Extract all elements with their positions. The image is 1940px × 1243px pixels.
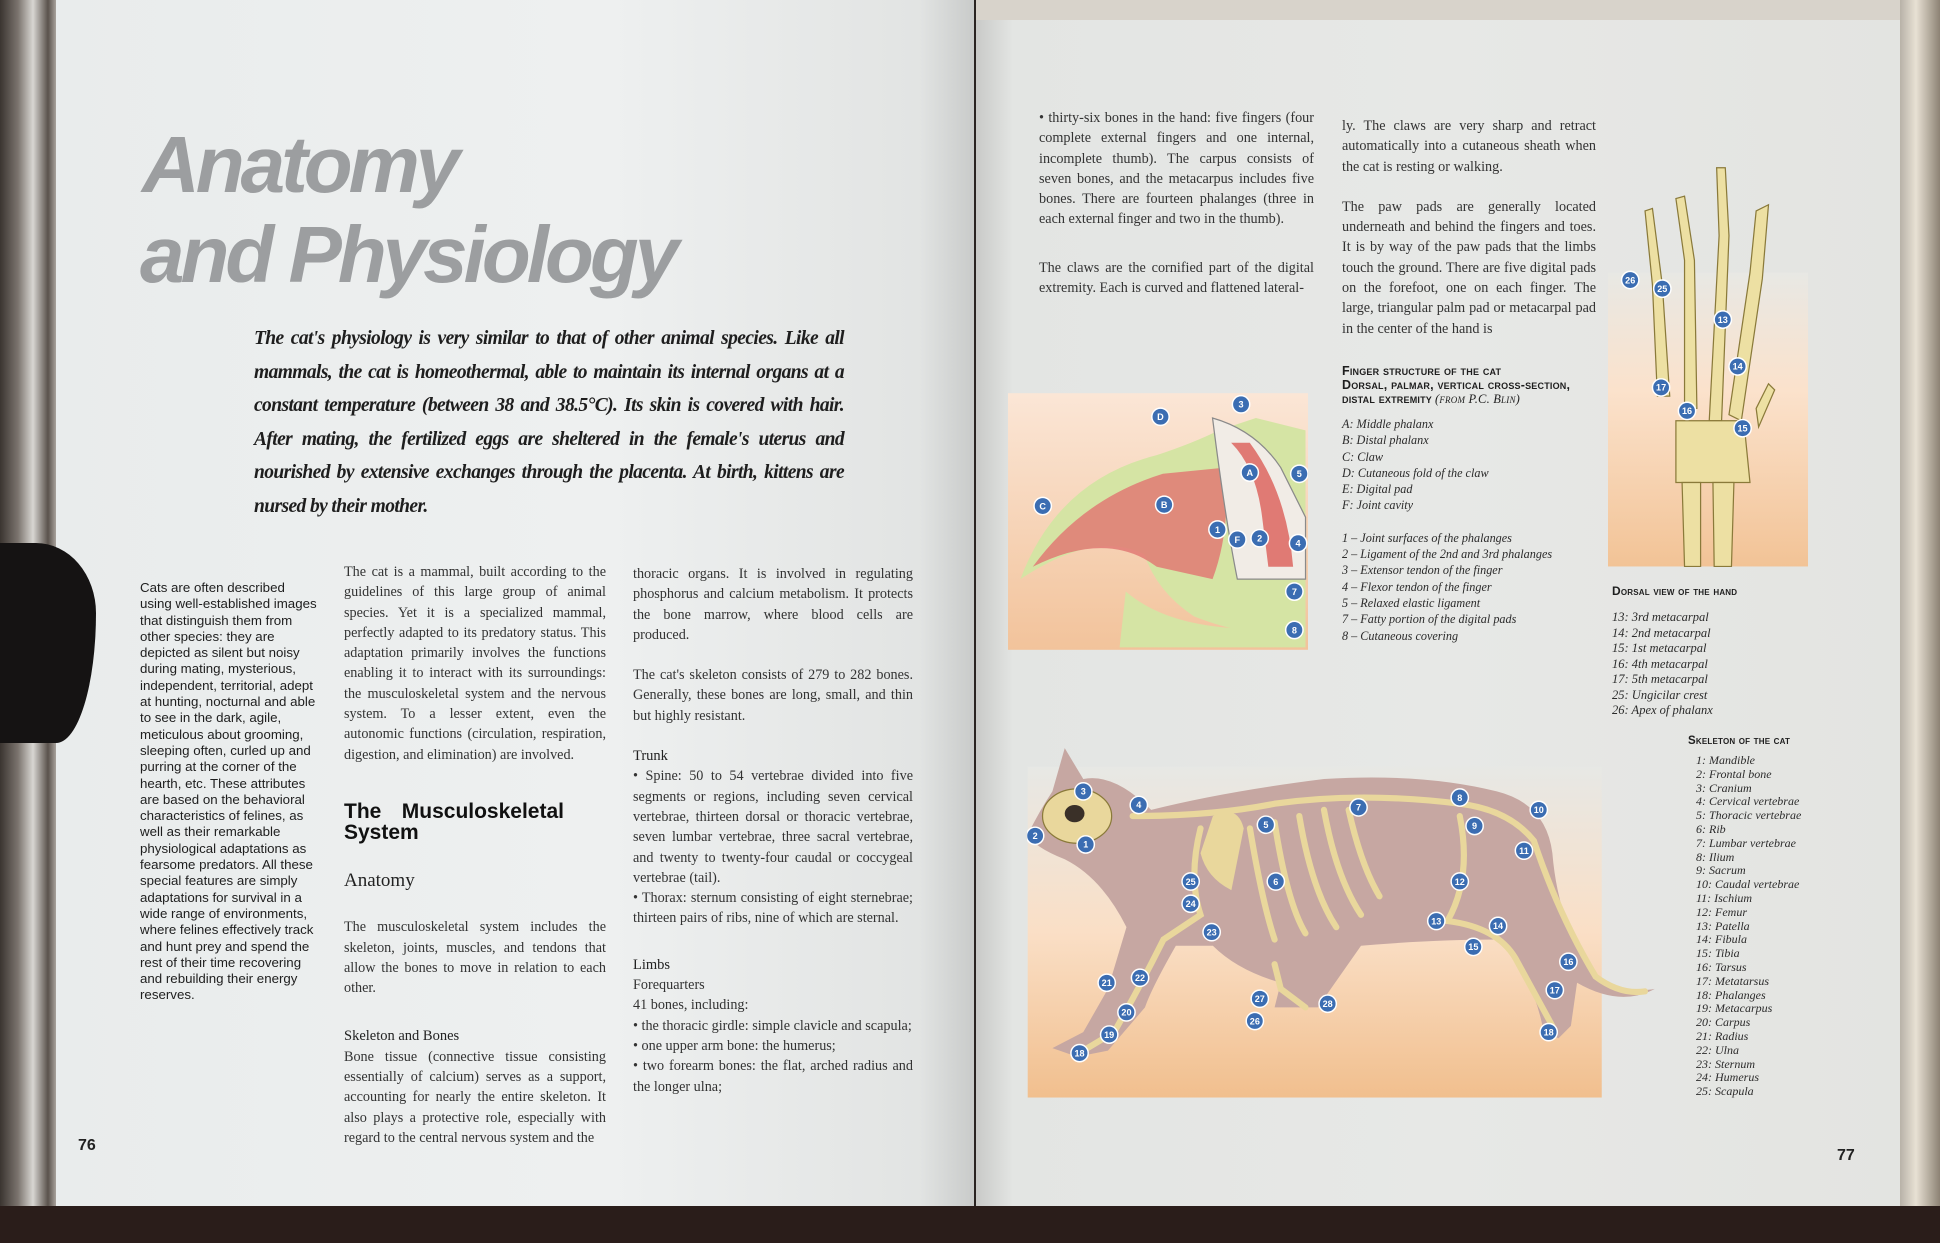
list-item: • two forearm bones: the flat, arched radius and the longer ulna; [633,1058,913,1095]
legend-item: 17: 5th metacarpal [1612,672,1708,686]
marker-label: A [1246,467,1254,478]
marker-label: 17 [1656,382,1667,393]
figure-marker [1465,938,1482,955]
marker-label: 6 [1273,876,1279,887]
legend-item: 14: 2nd metacarpal [1612,625,1711,640]
figure-marker [1714,311,1731,328]
figure-marker [1182,895,1199,912]
legend-item: 3: Cranium [1696,780,1752,795]
marker-label: 15 [1468,942,1479,953]
intro-paragraph: The cat's physiology is very similar to that of other animal species. Like all mammals, the cat is homeothermal, able to maintain its internal organs at a constant temperature (between 38 and 38.5°C). Its skin is covered with hair. After mating, the fertilized eggs are sheltered in the female's uterus and nourished by extensive exchanges through the placenta. At birth, kittens are nursed by their mother. [254,328,844,517]
figure-marker [1152,408,1169,425]
legend-item: 13: Patella [1696,918,1750,933]
figure-marker [1071,1044,1088,1061]
legend-item: 17: Metatarsus [1696,973,1769,988]
marker-label: 14 [1732,361,1743,372]
marker-label: 8 [1291,625,1297,636]
legend-item: F: Joint cavity [1342,498,1414,513]
marker-label: 23 [1206,927,1217,938]
figure-marker [1203,923,1220,940]
marker-label: 4 [1295,538,1301,549]
marker-label: 12 [1454,876,1465,887]
book-right-edge [1900,0,1940,1243]
legend-item: 5 – Relaxed elastic ligament [1342,595,1481,610]
legend-item: 2 – Ligament of the 2nd and 3rd phalanges [1342,547,1553,562]
marker-label: 15 [1737,423,1748,434]
book-top-edge [976,0,1901,20]
legend-item: 4: Cervical vertebrae [1696,794,1800,809]
legend-item: 12: Femur [1696,904,1747,919]
page-number-right: 77 [1837,1147,1855,1164]
marker-label: 7 [1291,586,1297,597]
figure-marker [1291,465,1308,482]
legend-item: A: Middle phalanx [1342,417,1434,431]
legend-item: 25: Scapula [1696,1084,1754,1099]
paragraph: thoracic organs. It is involved in regulating phosphorus and calcium metabolism. It protects the bone marrow, where blood cells are produced. [633,566,913,643]
marker-label: 8 [1457,792,1463,803]
marker-label: 13 [1431,916,1442,927]
marker-label: 1 [1083,839,1089,850]
text-column-1 [344,562,606,1168]
legend-item: 1: Mandible [1696,753,1755,767]
figure-marker [1734,420,1751,437]
figure-marker [1251,990,1268,1007]
marker-label: 26 [1249,1016,1260,1027]
section-label: Trunk [633,748,668,765]
caption-title: Finger structure of the cat [1342,364,1502,378]
legend-item: 8 – Cutaneous covering [1342,628,1459,643]
sidebar-text: Cats are often described using well-established images that distinguish them from other species: they are depicted as silent but noisy during mating, mysterious, independent, territorial, adept at hunting, nocturnal and able to see in the dark, agile, meticulous about grooming, sleeping often, curled up and purring at the corner of the hearth, etc. These attributes are based on the behavioral characteristics of felines, as well as their remarkable physiological adaptations as fearsome predators. All these special features are simply adaptations for survival in a wide range of environments, where felines effectively track and hunt prey and spend the rest of their time recovering and rebuilding their energy reserves. [140,580,317,1003]
marker-label: 3 [1238,399,1244,410]
figure-marker [1729,358,1746,375]
legend-item: 21: Radius [1696,1028,1749,1043]
marker-label: 7 [1356,802,1362,813]
paragraph: • Thorax: sternum consisting of eight sternebrae; thirteen pairs of ribs, nine of which are sternal. [633,890,913,927]
figure-marker [1232,396,1249,413]
paragraph: 41 bones, including: [633,997,749,1014]
figure-marker [1654,280,1671,297]
marker-label: 9 [1472,821,1478,832]
figure-marker [1652,379,1669,396]
marker-label: 4 [1136,800,1142,811]
figure-background [1608,273,1808,567]
figure-marker [1489,917,1506,934]
paragraph: The claws are the cornified part of the digital extremity. Each is curved and flattened lateral- [1039,259,1314,297]
figure-marker [1209,521,1226,538]
marker-label: 3 [1080,786,1086,797]
legend-item: 13: 3rd metacarpal [1612,610,1709,624]
legend-item: 14: Fibula [1696,932,1747,947]
legend-item: 8: Ilium [1696,849,1735,864]
legend-item: 1 – Joint surfaces of the phalanges [1342,530,1512,545]
legend-item: 15: Tibia [1696,946,1740,961]
figure-marker [1267,873,1284,890]
legend-item: E: Digital pad [1342,482,1413,497]
paragraph: Bone tissue (connective tissue consisting essentially of calcium) serves as a support, accounting for nearly the entire skeleton. It also plays a protective role, especially with regard to the central nervous system and the [344,1048,606,1146]
figure-marker [1451,789,1468,806]
figure-marker [1257,816,1274,833]
figure-marker [1319,995,1336,1012]
marker-label: 21 [1101,978,1112,989]
figure-marker [1451,873,1468,890]
marker-label: 22 [1134,973,1146,984]
dorsal-hand-illustration [1608,161,1808,567]
text-column-3 [1039,108,1314,318]
figure-marker [1246,1012,1263,1029]
caption-title: Dorsal view of the hand [1612,584,1738,598]
marker-label: 25 [1657,283,1668,294]
figure-marker [1546,981,1563,998]
section-heading: The Musculoskeletal System [344,799,564,844]
figure-marker [1241,464,1258,481]
legend-item: 6: Rib [1696,821,1726,836]
legend-item: 16: 4th metacarpal [1612,656,1708,671]
figure-marker [1289,535,1306,552]
figure-marker [1350,799,1367,816]
figure-marker [1622,271,1639,288]
claw-cross-section-illustration [1008,393,1308,650]
marker-label: 19 [1104,1029,1115,1040]
marker-label: 28 [1322,998,1333,1009]
marker-label: 2 [1257,533,1263,544]
section-label: Skeleton and Bones [344,1028,460,1045]
legend-item: 7 – Fatty portion of the digital pads [1342,612,1517,627]
figure-marker [1466,817,1483,834]
marker-label: 1 [1214,524,1221,535]
paragraph: The paw pads are generally located underneath and behind the fingers and toes. It is by way of the paw pads that the limbs touch the ground. There are five digital pads on the forefoot, one on each finger. The large, triangular palm pad or metacarpal pad in the center of the hand is [1342,198,1596,337]
marker-label: 2 [1032,831,1038,842]
title-line-1: Anatomy [142,120,457,209]
legend-item: 22: Ulna [1696,1042,1739,1057]
legend-item: 18: Phalanges [1696,987,1766,1002]
legend-item: 5: Thoracic vertebrae [1696,808,1802,823]
legend-item: 11: Ischium [1696,890,1753,905]
skeleton-caption [1688,734,1838,1099]
marker-label: F [1234,534,1241,545]
figure-marker [1530,801,1547,818]
legend-item: 24: Humerus [1696,1070,1759,1085]
marker-label: 5 [1263,819,1269,830]
marker-label: 17 [1549,985,1560,996]
subheading: Anatomy [344,869,415,891]
caption-title: Skeleton of the cat [1688,735,1791,747]
marker-label: 24 [1185,899,1196,910]
marker-label: 11 [1519,845,1529,856]
legend-item: 26: Apex of phalanx [1612,703,1713,717]
legend-item: 16: Tarsus [1696,959,1747,974]
paragraph: • Spine: 50 to 54 vertebrae divided into five segments or regions, including seven cervical vertebrae, thirteen dorsal or thoracic vertebrae, seven lumbar vertebrae, three sacral vertebrae, and twenty to twenty-four caudal or coccygeal vertebrae (tail). [633,768,913,886]
marker-label: 20 [1121,1007,1132,1018]
title-line-2: and Physiology [140,210,676,299]
figure-marker [1560,953,1577,970]
caption-source: (from P.C. Blin) [1435,392,1521,406]
list-item: • one upper arm bone: the humerus; [633,1037,836,1054]
figure-marker [1540,1023,1557,1040]
legend-item: D: Cutaneous fold of the claw [1342,465,1489,480]
marker-label: 14 [1492,921,1504,932]
legend-item: 7: Lumbar vertebrae [1696,835,1796,850]
figure-marker [1286,583,1303,600]
text-column-4 [1342,116,1596,359]
paragraph: The cat's skeleton consists of 279 to 282 bones. Generally, these bones are long, small, and thin but highly resistant. [633,667,913,724]
figure-marker [1075,783,1092,800]
figure-marker [1182,873,1199,890]
marker-label: 10 [1533,805,1544,816]
legend-item: 4 – Flexor tendon of the finger [1342,579,1492,594]
page-title [142,120,675,300]
page-number-left: 76 [78,1137,96,1154]
figure-marker [1131,969,1148,986]
paragraph: ly. The claws are very sharp and retract automatically into a cutaneous sheath when the cat is resting or walking. [1342,118,1596,175]
paragraph: The musculoskeletal system includes the skeleton, joints, muscles, and tendons that allow the bones to move in relation to each other. [344,919,606,997]
marker-label: 16 [1681,406,1693,417]
marker-label: 18 [1543,1027,1554,1038]
legend-item: 25: Ungicilar crest [1612,687,1708,702]
marker-label: 13 [1717,314,1728,325]
figure-marker [1156,496,1173,513]
figure-marker [1251,530,1268,547]
figure-marker [1515,842,1532,859]
marker-label: 5 [1296,469,1302,480]
marker-label: D [1157,412,1164,423]
figure-marker [1118,1004,1135,1021]
legend-item: 15: 1st metacarpal [1612,641,1707,655]
legend-item: 3 – Extensor tendon of the finger [1342,563,1503,578]
marker-label: 25 [1185,876,1196,887]
legend-item: 9: Sacrum [1696,863,1746,878]
figure-marker [1286,621,1303,638]
marker-label: B [1160,500,1168,511]
marker-label: 16 [1563,957,1574,968]
marker-label: 27 [1254,994,1265,1005]
marker-label: C [1039,501,1047,512]
figure-marker [1034,497,1051,514]
cat-skeleton-illustration [1027,742,1658,1100]
marker-label: 18 [1074,1048,1085,1059]
text-column-2 [633,564,913,1097]
figure-marker [1428,912,1445,929]
legend-letters [1342,416,1602,514]
section-label: Limbs [633,956,671,973]
legend-item: C: Claw [1342,449,1383,464]
figure-marker [1130,796,1147,813]
caption-title: Dorsal, palmar, vertical cross-section, [1342,378,1571,392]
legend-item: B: Distal phalanx [1342,433,1429,448]
list-item: • the thoracic girdle: simple clavicle and scapula; [633,1017,912,1034]
figure-marker [1098,974,1115,991]
paragraph: • thirty-six bones in the hand: five fingers (four complete external fingers and one internal, incomplete thumb). The carpus consists of seven bones, and the metacarpus includes five bones. There are fourteen phalanges (three in each external finger and two in the thumb). [1039,110,1314,228]
legend-list [1612,610,1812,719]
figure-marker [1229,531,1246,548]
legend-item: 10: Caudal vertebrae [1696,877,1800,892]
legend-item: 19: Metacarpus [1696,1001,1773,1016]
figure-marker [1101,1026,1118,1043]
eye-socket [1065,805,1085,822]
caption-title: distal extremity [1342,392,1433,406]
legend-item: 23: Sternum [1696,1056,1755,1071]
paragraph: The cat is a mammal, built according to the guidelines of this large group of animal species. Yet it is a specialized mammal, perfectly adapted to its predatory status. This adaptation primarily involves the functions enabling it to interact with its surroundings: the musculoskeletal system and the nervous system. To a lesser extent, even the autonomic functions (circulation, respiration, digestion, and elimination) are involved. [344,564,606,763]
book-bottom-edge [0,1206,1940,1243]
marker-label: 26 [1625,275,1636,286]
legend-item: 2: Frontal bone [1696,766,1772,781]
legend-numbers [1342,530,1602,644]
finger-structure-caption [1342,364,1602,644]
figure-marker [1027,827,1044,844]
legend-list [1688,754,1838,1099]
figure-marker [1678,402,1695,419]
figure-marker [1077,836,1094,853]
dorsal-hand-caption [1612,584,1812,719]
legend-item: 20: Carpus [1696,1015,1751,1030]
subsection-label: Forequarters [633,977,705,994]
